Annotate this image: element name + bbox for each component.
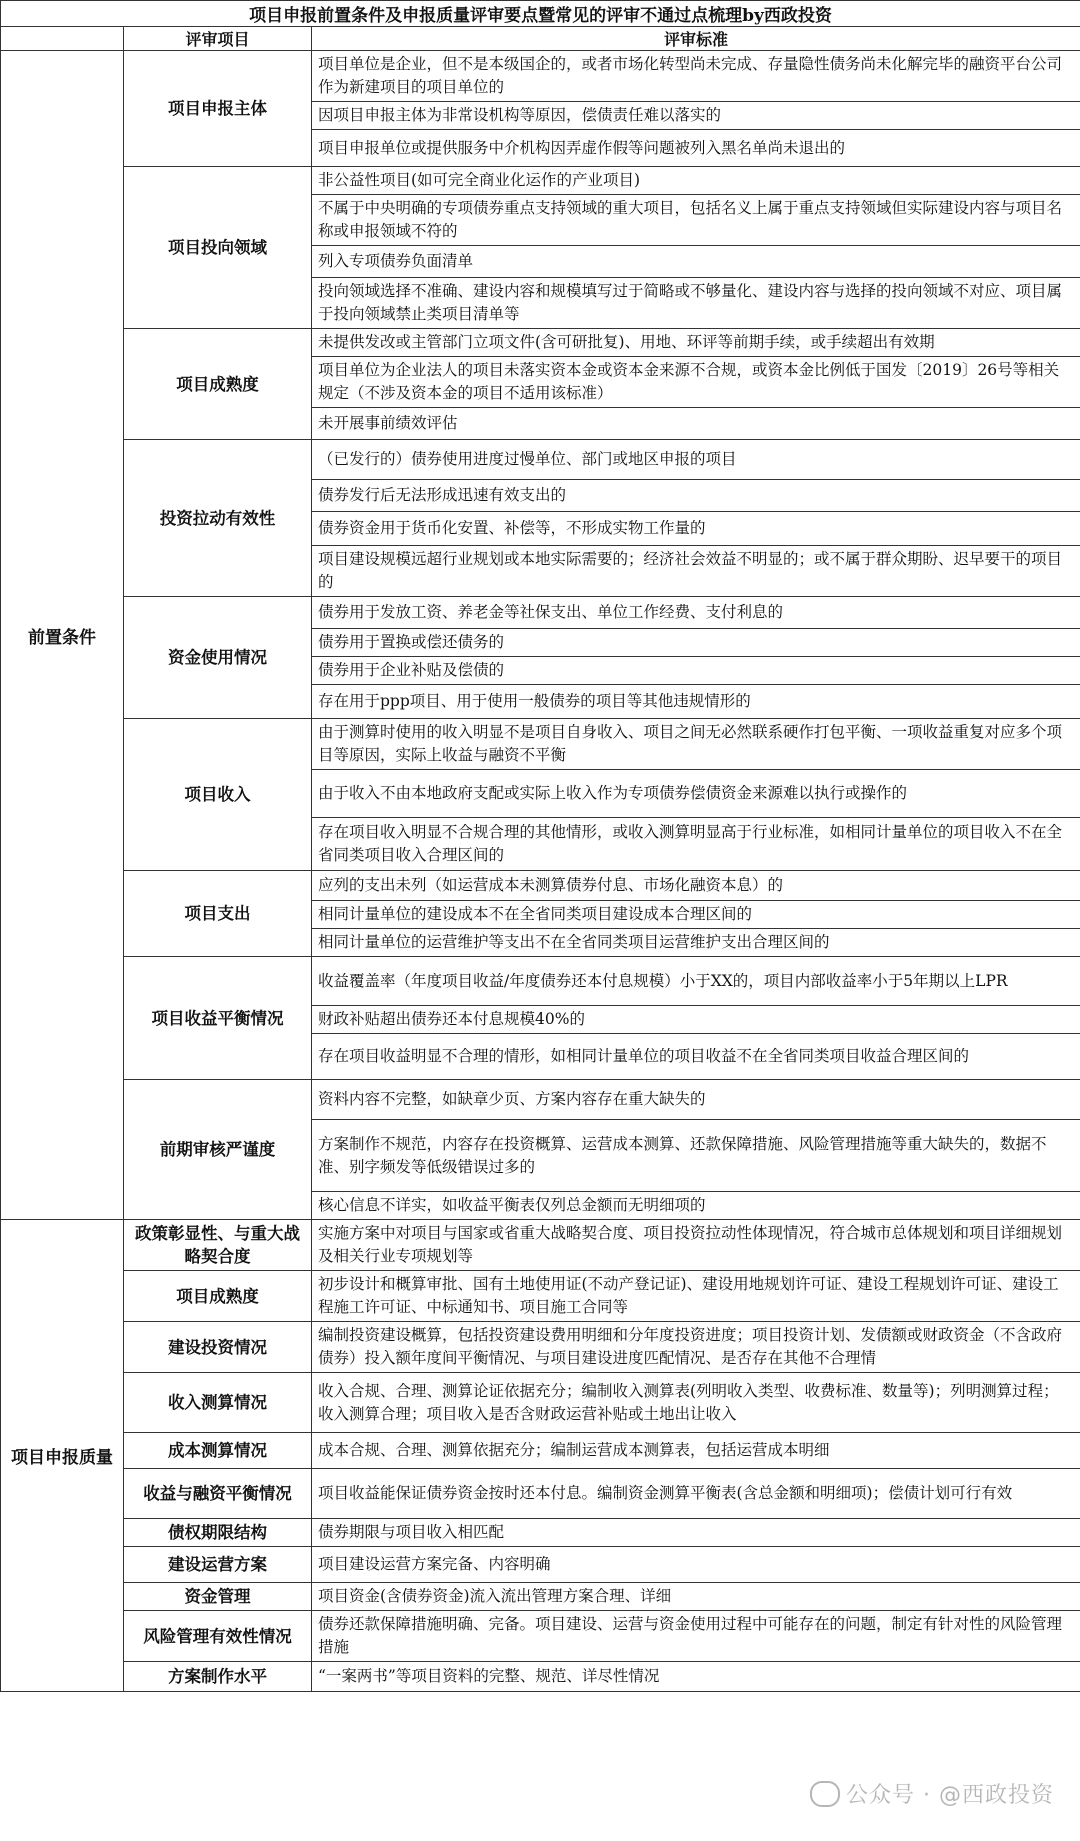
table-row: [1, 1547, 1080, 1583]
category-cell: 前置条件: [1, 51, 124, 1220]
review-item-cell: 项目投向领域: [124, 167, 312, 329]
review-item-cell: 成本测算情况: [124, 1433, 312, 1469]
criterion-cell: 存在用于ppp项目、用于使用一般债券的项目等其他违规情形的: [312, 685, 1080, 719]
criterion-cell: 由于收入不由本地政府支配或实际上收入作为专项债券偿债资金来源难以执行或操作的: [312, 770, 1080, 818]
review-item-cell: 建设运营方案: [124, 1547, 312, 1583]
header-review-standard: 评审标准: [312, 27, 1080, 51]
criterion-cell: 存在项目收益明显不合理的情形，如相同计量单位的项目收益不在全省同类项目收益合理区间的: [312, 1034, 1080, 1080]
table-row: [1, 957, 1080, 1006]
table-row: [1, 597, 1080, 629]
review-item-cell: 项目支出: [124, 871, 312, 957]
criterion-cell: 编制投资建设概算，包括投资建设费用明细和分年度投资进度；项目投资计划、发债额或财政资金（不含政府债券）投入额年度间平衡情况、与项目建设进度匹配情况、是否存在其他不合理情: [312, 1322, 1080, 1373]
review-item-cell: 项目申报主体: [124, 51, 312, 167]
review-item-cell: 收益与融资平衡情况: [124, 1469, 312, 1519]
review-item-cell: 项目收益平衡情况: [124, 957, 312, 1080]
table-row: [1, 1080, 1080, 1120]
review-item-cell: 方案制作水平: [124, 1662, 312, 1692]
category-cell: 项目申报质量: [1, 1220, 124, 1692]
criterion-cell: 核心信息不详实，如收益平衡表仅列总金额而无明细项的: [312, 1192, 1080, 1220]
criterion-cell: 债券期限与项目收入相匹配: [312, 1519, 1080, 1547]
criterion-cell: 收入合规、合理、测算论证依据充分；编制收入测算表(列明收入类型、收费标准、数量等)；列明测算过程；收入测算合理；项目收入是否含财政运营补贴或土地出让收入: [312, 1373, 1080, 1433]
criterion-cell: 应列的支出未列（如运营成本未测算债券付息、市场化融资本息）的: [312, 871, 1080, 901]
review-item-cell: 收入测算情况: [124, 1373, 312, 1433]
header-blank: [1, 27, 124, 51]
table-row: [1, 1271, 1080, 1322]
table-row: [1, 1583, 1080, 1611]
table-row: [1, 329, 1080, 357]
review-item-cell: 政策彰显性、与重大战略契合度: [124, 1220, 312, 1271]
table-row: [1, 1519, 1080, 1547]
table-row: [1, 871, 1080, 901]
criterion-cell: 债券还款保障措施明确、完备。项目建设、运营与资金使用过程中可能存在的问题，制定有针对性的风险管理措施: [312, 1611, 1080, 1662]
criterion-cell: 项目单位为企业法人的项目未落实资本金或资本金来源不合规，或资本金比例低于国发〔2019〕26号等相关规定（不涉及资本金的项目不适用该标准）: [312, 357, 1080, 408]
criterion-cell: 相同计量单位的建设成本不在全省同类项目建设成本合理区间的: [312, 901, 1080, 929]
criterion-cell: 债券发行后无法形成迅速有效支出的: [312, 480, 1080, 512]
review-item-cell: 建设投资情况: [124, 1322, 312, 1373]
criterion-cell: 不属于中央明确的专项债券重点支持领域的重大项目，包括名义上属于重点支持领域但实际建设内容与项目名称或申报领域不符的: [312, 195, 1080, 246]
criterion-cell: 未开展事前绩效评估: [312, 408, 1080, 440]
header-review-item: 评审项目: [124, 27, 312, 51]
review-item-cell: 投资拉动有效性: [124, 440, 312, 597]
criterion-cell: 财政补贴超出债券还本付息规模40%的: [312, 1006, 1080, 1034]
criterion-cell: 实施方案中对项目与国家或省重大战略契合度、项目投资拉动性体现情况，符合城市总体规划和项目详细规划及相关行业专项规划等: [312, 1220, 1080, 1271]
watermark-text: 公众号 · @西政投资: [846, 1783, 1054, 1808]
criterion-cell: 未提供发改或主管部门立项文件(含可研批复)、用地、环评等前期手续，或手续超出有效期: [312, 329, 1080, 357]
criterion-cell: 非公益性项目(如可完全商业化运作的产业项目): [312, 167, 1080, 195]
criterion-cell: 收益覆盖率（年度项目收益/年度债券还本付息规模）小于XX的，项目内部收益率小于5年期以上LPR: [312, 957, 1080, 1006]
criterion-cell: 债券用于置换或偿还债务的: [312, 629, 1080, 657]
table-row: [1, 1220, 1080, 1271]
criterion-cell: 成本合规、合理、测算依据充分；编制运营成本测算表，包括运营成本明细: [312, 1433, 1080, 1469]
criterion-cell: 相同计量单位的运营维护等支出不在全省同类项目运营维护支出合理区间的: [312, 929, 1080, 957]
criterion-cell: 初步设计和概算审批、国有土地使用证(不动产登记证)、建设用地规划许可证、建设工程规划许可证、建设工程施工许可证、中标通知书、项目施工合同等: [312, 1271, 1080, 1322]
table-row: [1, 167, 1080, 195]
review-item-cell: 前期审核严谨度: [124, 1080, 312, 1220]
criterion-cell: 项目单位是企业，但不是本级国企的，或者市场化转型尚未完成、存量隐性债务尚未化解完毕的融资平台公司作为新建项目的项目单位的: [312, 51, 1080, 102]
criterion-cell: 项目申报单位或提供服务中介机构因弄虚作假等问题被列入黑名单尚未退出的: [312, 130, 1080, 167]
table-row: [1, 1662, 1080, 1692]
criterion-cell: 资料内容不完整，如缺章少页、方案内容存在重大缺失的: [312, 1080, 1080, 1120]
chat-bubble-icon: [810, 1781, 840, 1807]
criterion-cell: 项目收益能保证债券资金按时还本付息。编制资金测算平衡表(含总金额和明细项)；偿债计划可行有效: [312, 1469, 1080, 1519]
review-item-cell: 债权期限结构: [124, 1519, 312, 1547]
review-item-cell: 项目成熟度: [124, 1271, 312, 1322]
table-row: [1, 51, 1080, 102]
table-row: [1, 1433, 1080, 1469]
criterion-cell: 债券用于发放工资、养老金等社保支出、单位工作经费、支付利息的: [312, 597, 1080, 629]
review-item-cell: 资金使用情况: [124, 597, 312, 719]
criterion-cell: （已发行的）债券使用进度过慢单位、部门或地区申报的项目: [312, 440, 1080, 480]
table-row: [1, 719, 1080, 770]
criterion-cell: “一案两书”等项目资料的完整、规范、详尽性情况: [312, 1662, 1080, 1692]
table-row: [1, 440, 1080, 480]
table-row: [1, 1469, 1080, 1519]
criterion-cell: 方案制作不规范，内容存在投资概算、运营成本测算、还款保障措施、风险管理措施等重大缺失的，数据不准、别字频发等低级错误过多的: [312, 1120, 1080, 1192]
review-item-cell: 风险管理有效性情况: [124, 1611, 312, 1662]
criterion-cell: 项目建设运营方案完备、内容明确: [312, 1547, 1080, 1583]
review-item-cell: 项目成熟度: [124, 329, 312, 440]
watermark: [810, 1778, 1054, 1809]
table-title: 项目申报前置条件及申报质量评审要点暨常见的评审不通过点梳理by西政投资: [1, 1, 1080, 27]
criterion-cell: 项目资金(含债券资金)流入流出管理方案合理、详细: [312, 1583, 1080, 1611]
table-row: [1, 1611, 1080, 1662]
criterion-cell: 项目建设规模远超行业规划或本地实际需要的；经济社会效益不明显的；或不属于群众期盼、迟早要干的项目的: [312, 546, 1080, 597]
table-row: [1, 1373, 1080, 1433]
criterion-cell: 存在项目收入明显不合规合理的其他情形，或收入测算明显高于行业标准，如相同计量单位的项目收入不在全省同类项目收入合理区间的: [312, 818, 1080, 871]
criterion-cell: 因项目申报主体为非常设机构等原因，偿债责任难以落实的: [312, 102, 1080, 130]
criterion-cell: 由于测算时使用的收入明显不是项目自身收入、项目之间无必然联系硬作打包平衡、一项收益重复对应多个项目等原因，实际上收益与融资不平衡: [312, 719, 1080, 770]
criterion-cell: 债券用于企业补贴及偿债的: [312, 657, 1080, 685]
criterion-cell: 列入专项债券负面清单: [312, 246, 1080, 278]
review-item-cell: 资金管理: [124, 1583, 312, 1611]
review-item-cell: 项目收入: [124, 719, 312, 871]
criterion-cell: 债券资金用于货币化安置、补偿等，不形成实物工作量的: [312, 512, 1080, 546]
criterion-cell: 投向领域选择不准确、建设内容和规模填写过于简略或不够量化、建设内容与选择的投向领域不对应、项目属于投向领域禁止类项目清单等: [312, 278, 1080, 329]
table-row: [1, 1322, 1080, 1373]
